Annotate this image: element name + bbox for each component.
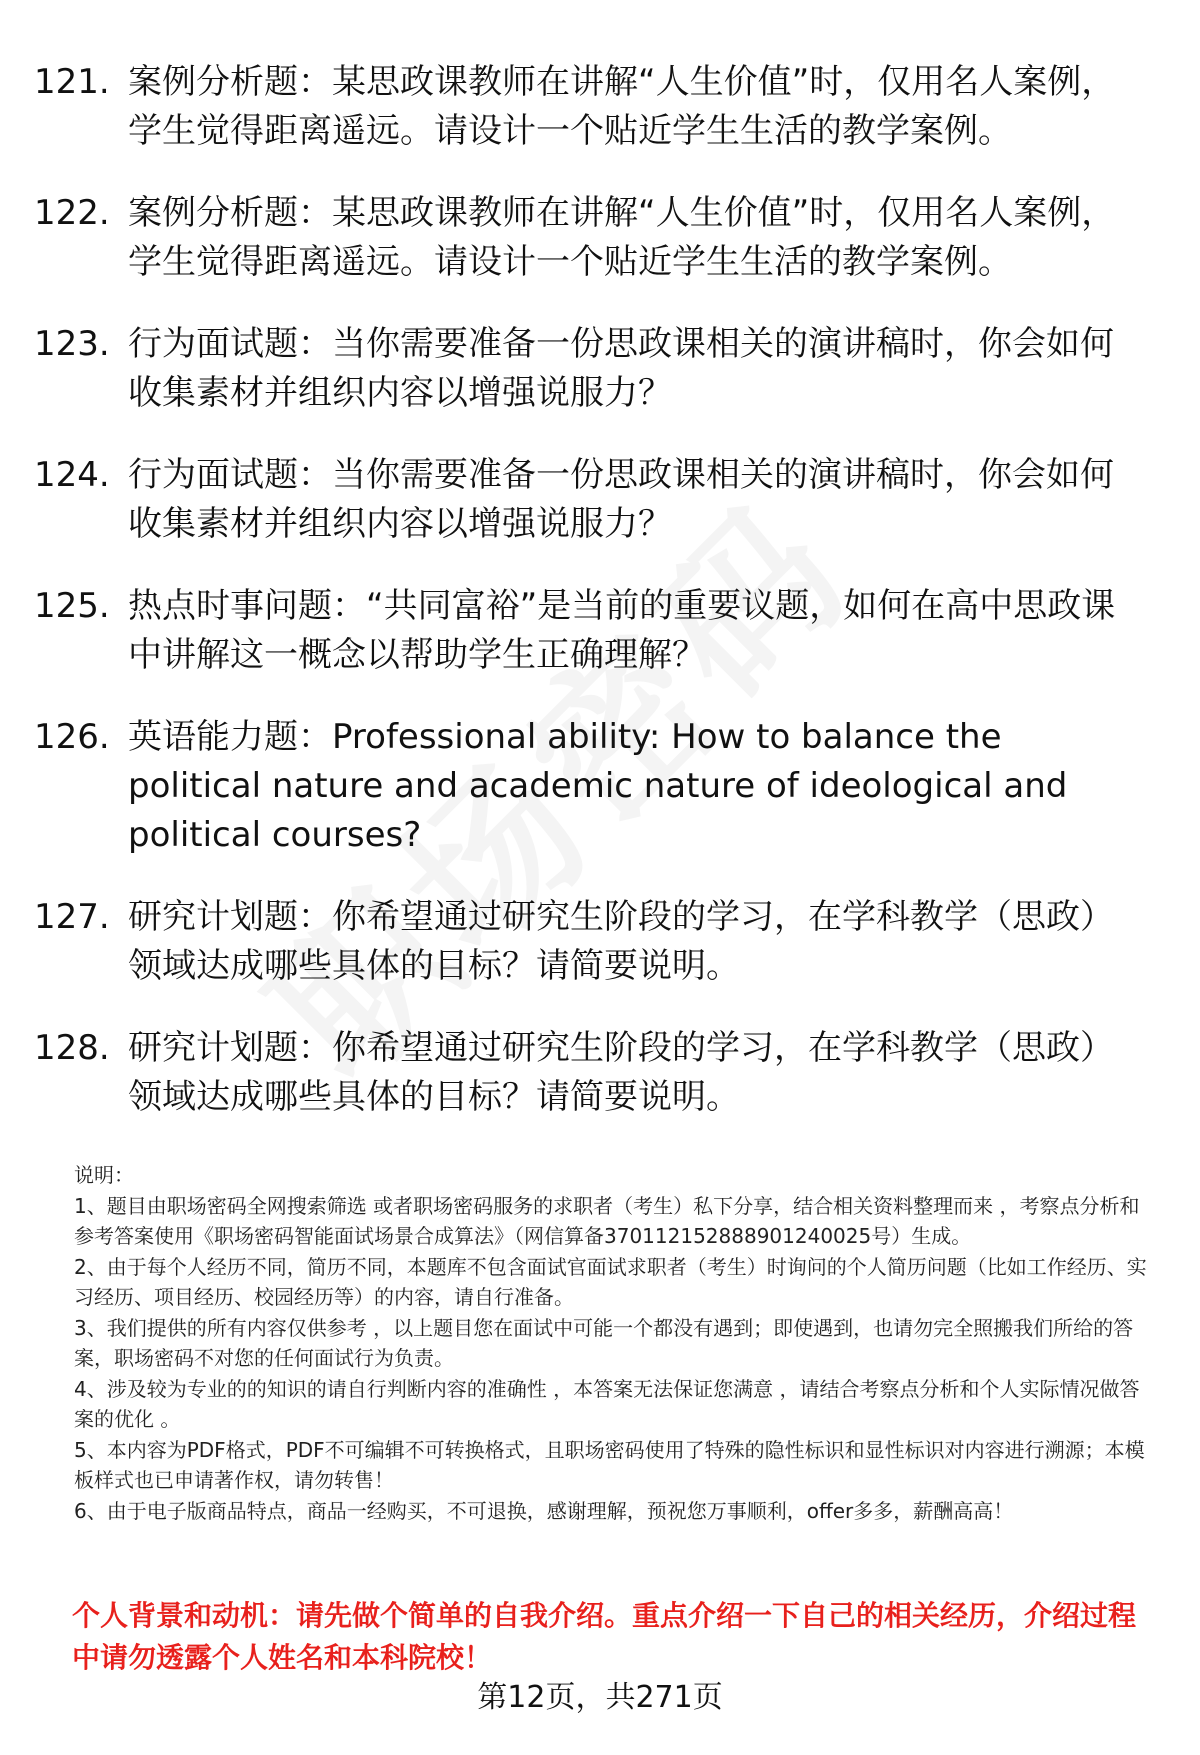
question-number: 124. — [34, 455, 110, 495]
question-number: 123. — [34, 324, 110, 364]
note-item: 1、题目由职场密码全网搜索筛选 或者职场密码服务的求职者（考生）私下分享，结合相关资料整理而来 ，考察点分析和参考答案使用《职场密码智能面试场景合成算法》（网信算备370112152888901240025号）生成。 — [74, 1193, 1140, 1248]
question-list — [34, 58, 1144, 1155]
question-number: 125. — [34, 586, 110, 626]
question-item — [34, 1024, 1144, 1122]
note-item: 3、我们提供的所有内容仅供参考 ，以上题目您在面试中可能一个都没有遇到；即使遇到，也请勿完全照搬我们所给的答案，职场密码不对您的任何面试行为负责。 — [74, 1315, 1134, 1370]
background-motivation-prompt: 个人背景和动机：请先做个简单的自我介绍。重点介绍一下自己的相关经历，介绍过程中请勿透露个人姓名和本科院校！ — [72, 1599, 1137, 1674]
notes-heading: 说明： — [74, 1163, 134, 1187]
question-item — [34, 320, 1144, 418]
question-text: 案例分析题：某思政课教师在讲解“人生价值”时，仅用名人案例，学生觉得距离遥远。请设计一个贴近学生生活的教学案例。 — [128, 193, 1116, 282]
question-text: 行为面试题：当你需要准备一份思政课相关的演讲稿时，你会如何收集素材并组织内容以增强说服力？ — [128, 324, 1114, 413]
question-item — [34, 713, 1144, 860]
question-number: 128. — [34, 1028, 110, 1068]
question-item — [34, 582, 1144, 680]
question-text: 热点时事问题：“共同富裕”是当前的重要议题，如何在高中思政课中讲解这一概念以帮助学生正确理解？ — [128, 586, 1116, 675]
question-item — [34, 189, 1144, 287]
question-item — [34, 58, 1144, 156]
notes-section — [74, 1160, 1154, 1526]
question-item — [34, 451, 1144, 549]
question-number: 126. — [34, 717, 110, 757]
question-number: 122. — [34, 193, 110, 233]
question-text: 案例分析题：某思政课教师在讲解“人生价值”时，仅用名人案例，学生觉得距离遥远。请设计一个贴近学生生活的教学案例。 — [128, 62, 1116, 151]
note-item: 2、由于每个人经历不同，简历不同，本题库不包含面试官面试求职者（考生）时询问的个人简历问题（比如工作经历、实习经历、项目经历、校园经历等）的内容，请自行准备。 — [74, 1254, 1147, 1309]
question-text: 研究计划题：你希望通过研究生阶段的学习，在学科教学（思政）领域达成哪些具体的目标？请简要说明。 — [128, 897, 1114, 986]
question-text: 研究计划题：你希望通过研究生阶段的学习，在学科教学（思政）领域达成哪些具体的目标？请简要说明。 — [128, 1028, 1114, 1117]
question-item — [34, 893, 1144, 991]
page-number: 第12页，共271页 — [477, 1680, 723, 1715]
note-item: 5、本内容为PDF格式，PDF不可编辑不可转换格式，且职场密码使用了特殊的隐性标识和显性标识对内容进行溯源；本模板样式也已申请著作权，请勿转售！ — [74, 1437, 1145, 1492]
question-number: 121. — [34, 62, 110, 102]
question-text: 英语能力题：Professional ability: How to balance the political nature and academic nature of ideological and political courses? — [128, 717, 1068, 855]
note-item: 6、由于电子版商品特点，商品一经购买，不可退换，感谢理解，预祝您万事顺利，offer多多，薪酬高高！ — [74, 1498, 1014, 1523]
question-text: 行为面试题：当你需要准备一份思政课相关的演讲稿时，你会如何收集素材并组织内容以增强说服力？ — [128, 455, 1114, 544]
question-number: 127. — [34, 897, 110, 937]
note-item: 4、涉及较为专业的的知识的请自行判断内容的准确性 ，本答案无法保证您满意 ，请结合考察点分析和个人实际情况做答案的优化 。 — [74, 1376, 1140, 1431]
